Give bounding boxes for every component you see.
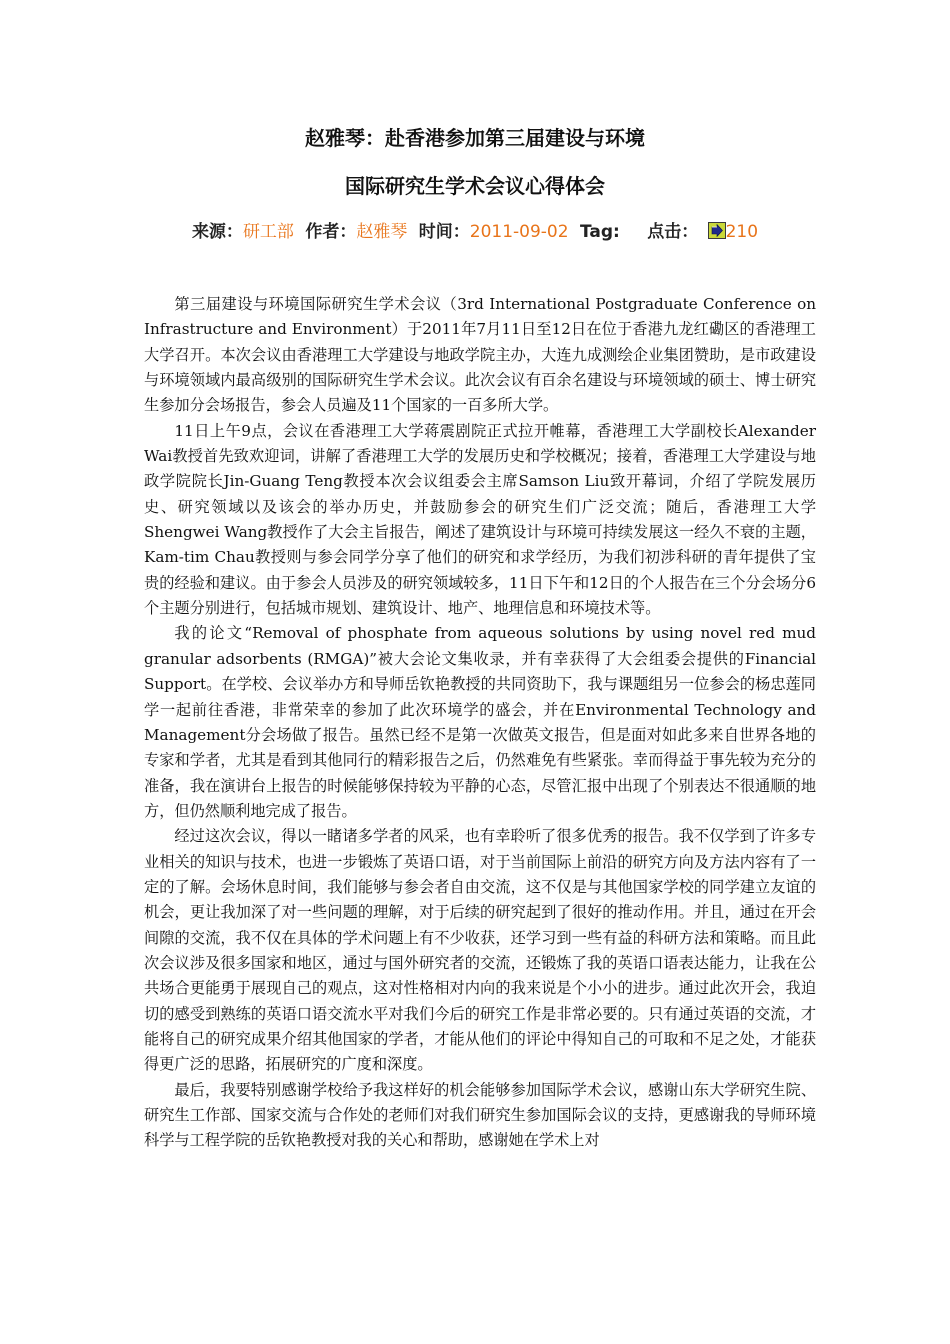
author-value: 赵雅琴	[356, 222, 408, 242]
body-paragraph-1: 第三届建设与环境国际研究生学术会议（3rd International Postgraduate Conference on Infrastructure and Environment）于2011年7月11日至12日在位于香港九龙红磡区的香港理工大学召开。本次会议由香港理工大学建设与地政学院主办，大连九成测绘企业集团赞助，是市政建设与环境领域内最高级别的国际研究生学术会议。此次会议有百余名建设与环境领域的硕士、博士研究生参加分会场报告，参会人员遍及11个国家的一百多所大学。	[144, 295, 816, 415]
hits-value: 210	[725, 222, 759, 242]
article-title-line-2: 国际研究生学术会议心得体会	[345, 174, 605, 198]
time-label: 时间：	[418, 222, 470, 242]
body-paragraph-2: 11日上午9点，会议在香港理工大学蒋震剧院正式拉开帷幕，香港理工大学副校长Alexander Wai教授首先致欢迎词，讲解了香港理工大学的发展历史和学校概况；接着，香港理工大学建设与地政学院院长Jin-Guang Teng教授本次会议组委会主席Samson Liu致开幕词，介绍了学院发展历史、研究领域以及该会的举办历史，并鼓励参会的研究生们广泛交流；随后，香港理工大学Shengwei Wang教授作了大会主旨报告，阐述了建筑设计与环境可持续发展这一经久不衰的主题，Kam-tim Chau教授则与参会同学分享了他们的研究和求学经历，为我们初涉科研的青年提供了宝贵的经验和建议。由于参会人员涉及的研究领域较多，11日下午和12日的个人报告在三个分会场分6个主题分别进行，包括城市规划、建筑设计、地产、地理信息和环境技术等。	[144, 421, 816, 618]
hits-label: 点击：	[647, 222, 699, 242]
body-paragraph-3: 我的论文“Removal of phosphate from aqueous solutions by using novel red mud granular adsorbents (RMGA)”被大会论文集收录，并有幸获得了大会组委会提供的Financial Support。在学校、会议举办方和导师岳钦艳教授的共同资助下，我与课题组另一位参会的杨忠莲同学一起前往香港，非常荣幸的参加了此次环境学的盛会，并在Environmental Technology and Management分会场做了报告。虽然已经不是第一次做英文报告，但是面对如此多来自世界各地的专家和学者，尤其是看到其他同行的精彩报告之后，仍然难免有些紧张。幸而得益于事先较为充分的准备，我在演讲台上报告的时候能够保持较为平静的心态，尽管汇报中出现了个别表达不很通顺的地方，但仍然顺利地完成了报告。	[144, 624, 816, 820]
body-paragraph-4: 经过这次会议，得以一睹诸多学者的风采，也有幸聆听了很多优秀的报告。我不仅学到了许多专业相关的知识与技术，也进一步锻炼了英语口语，对于当前国际上前沿的研究方向及方法内容有了一定的了解。会场休息时间，我们能够与参会者自由交流，这不仅是与其他国家学校的同学建立友谊的机会，更让我加深了对一些问题的理解，对于后续的研究起到了很好的推动作用。并且，通过在开会间隙的交流，我不仅在具体的学术问题上有不少收获，还学习到一些有益的科研方法和策略。而且此次会议涉及很多国家和地区，通过与国外研究者的交流，还锻炼了我的英语口语表达能力，让我在公共场合更能勇于展现自己的观点，这对性格相对内向的我来说是个小小的进步。通过此次开会，我迫切的感受到熟练的英语口语交流水平对我们今后的研究工作是非常必要的。只有通过英语的交流，才能将自己的研究成果介绍其他国家的学者，才能从他们的评论中得知自己的可取和不足之处，才能获得更广泛的思路，拓展研究的广度和深度。	[144, 827, 816, 1074]
hits-counter-icon	[708, 222, 726, 239]
time-value: 2011-09-02	[469, 222, 569, 242]
body-paragraph-5: 最后，我要特别感谢学校给予我这样好的机会能够参加国际学术会议，感谢山东大学研究生院、研究生工作部、国家交流与合作处的老师们对我们研究生参加国际会议的支持，更感谢我的导师环境科学与工程学院的岳钦艳教授对我的关心和帮助，感谢她在学术上对	[144, 1080, 816, 1150]
article-title-line-1: 赵雅琴：赴香港参加第三届建设与环境	[305, 126, 645, 150]
author-label: 作者：	[305, 222, 357, 242]
article-body	[144, 292, 816, 1154]
article-meta	[0, 220, 950, 244]
tag-label: Tag:	[579, 222, 620, 242]
source-value[interactable]: 研工部	[242, 222, 294, 242]
source-label: 来源：	[191, 222, 243, 242]
